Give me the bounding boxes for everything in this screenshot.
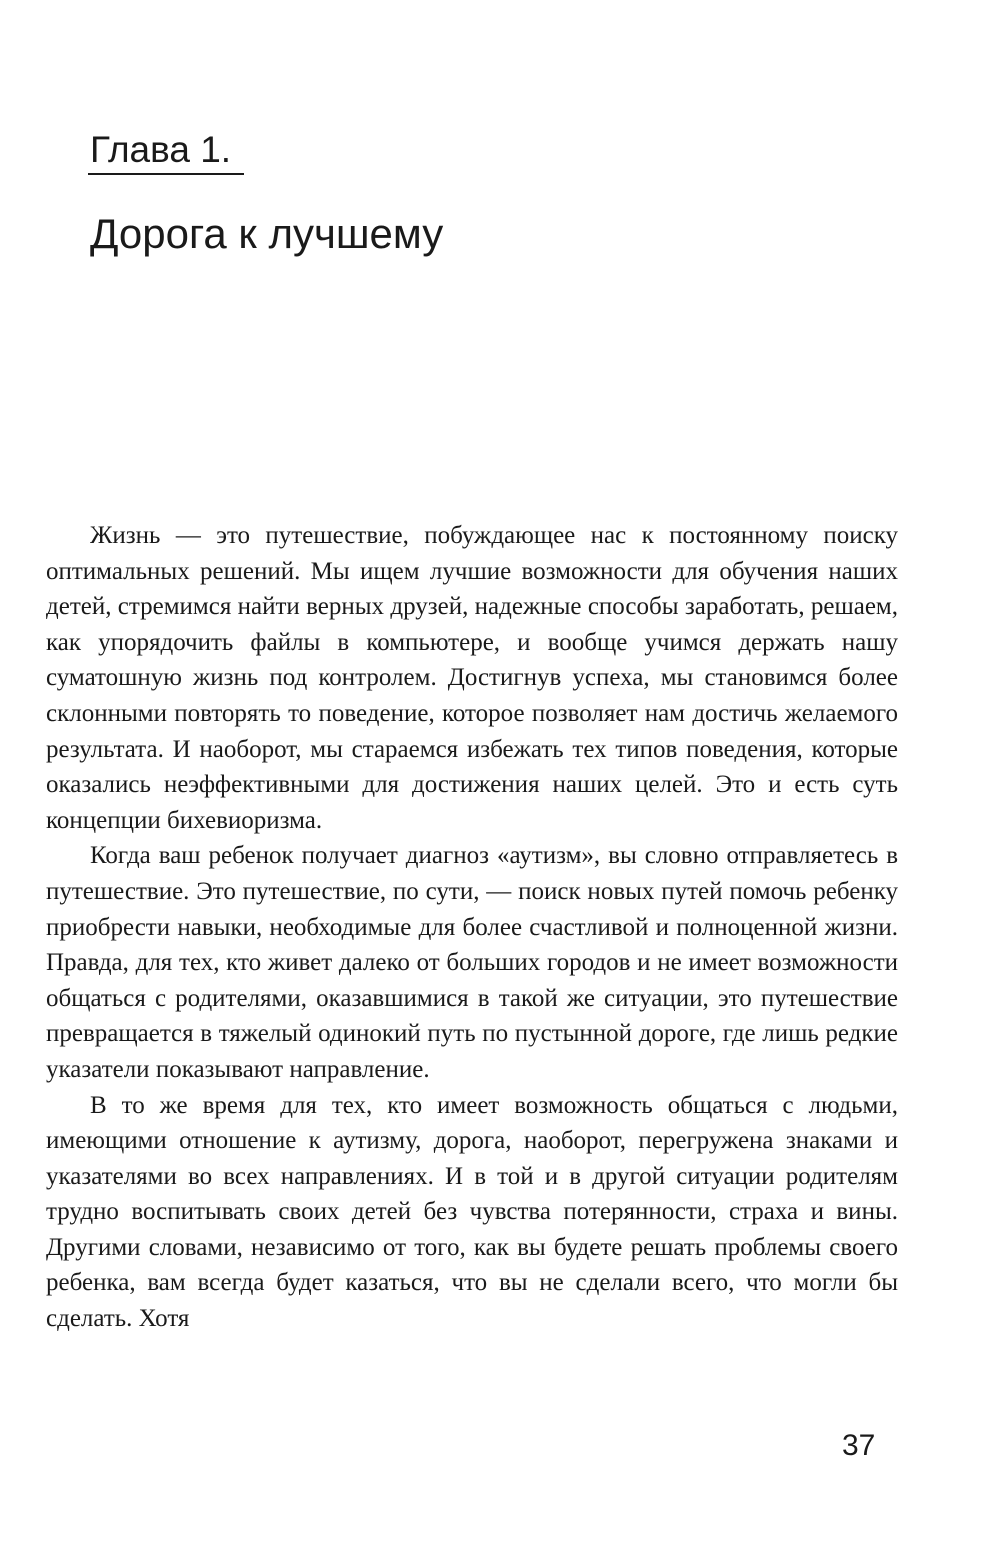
paragraph-3: В то же время для тех, кто имеет возможность общаться с людьми, имеющими отношение к аутизму, дорога, наоборот, перегружена знаками и указателями во всех направлениях. И в той и в другой ситуации родителям трудно воспитывать своих детей без чувства потерянности, страха и вины. Другими словами, независимо от того, как вы будете решать проблемы своего ребенка, вам всегда будет казаться, что вы не сделали всего, что могли бы сделать. Хотя bbox=[46, 1091, 898, 1333]
page-number: 37 bbox=[842, 1429, 876, 1462]
paragraph-2: Когда ваш ребенок получает диагноз «аутизм», вы словно отправляетесь в путешествие. Это путешествие, по сути, — поиск новых путей помочь ребенку приобрести навыки, необходимые для более счастливой и полноценной жизни. Правда, для тех, кто живет далеко от больших городов и не имеет возможности общаться с родителями, оказавшимися в такой же ситуации, это путешествие превращается в тяжелый одинокий путь по пустынной дороге, где лишь редкие указатели показывают направление. bbox=[46, 842, 898, 1083]
chapter-label: Глава 1. bbox=[90, 129, 232, 170]
chapter-underline bbox=[88, 173, 244, 175]
body-text bbox=[46, 518, 898, 1337]
chapter-title: Дорога к лучшему bbox=[90, 210, 444, 257]
paragraph-1: Жизнь — это путешествие, побуждающее нас к постоянному поиску оптимальных решений. Мы ищем лучшие возможности для обучения наших детей, стремимся найти верных друзей, надежные способы заработать, решаем, как упорядочить файлы в компьютере, и вообще учимся держать нашу суматошную жизнь под контролем. Достигнув успеха, мы становимся более склонными повторять то поведение, которое позволяет нам достичь желаемого результата. И наоборот, мы стараемся избежать тех типов поведения, которые оказались неэффективными для достижения наших целей. Это и есть суть концепции бихевиоризма. bbox=[46, 522, 898, 834]
